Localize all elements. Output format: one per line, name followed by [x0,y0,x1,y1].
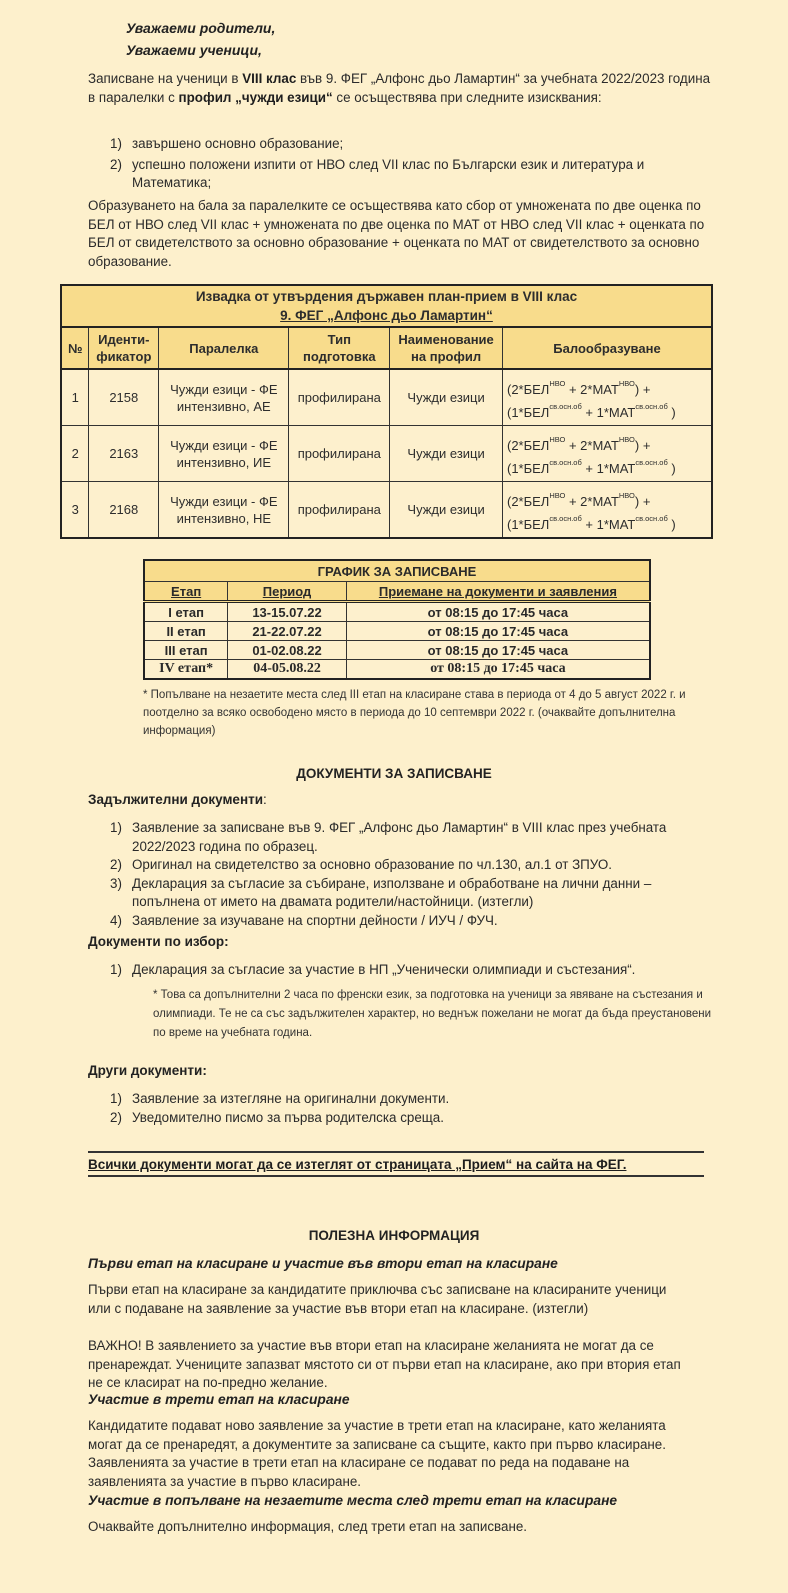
table-row: II етап 21-22.07.22 от 08:15 до 17:45 часа [144,622,650,641]
intro-profile-bold: профил „чужди езици“ [178,89,333,105]
vacant-places-paragraph: Очаквайте допълнително информация, след трети етап на записване. [88,1519,528,1534]
enrollment-schedule-table [143,559,651,680]
score-formula: $(2*БЕЛ^{НВО} + 2*МАТ^{НВО})$ + ($1*БЕЛ^{св.осн.об} + 1*МАТ^{св.осн.об}$ ) [502,369,712,426]
col-header-score: Балообразуване [502,327,712,369]
score-formula: $(2*БЕЛ^{НВО} + 2*МАТ^{НВО})$ + ($1*БЕЛ^{св.осн.об} + 1*МАТ^{св.осн.об}$ ) [502,482,712,539]
intro-class-bold: VIII клас [242,71,297,86]
table-row: 2 2163 Чужди езици - ФЕ интензивно, ИЕ профилирана Чужди езици $(2*БЕЛ^{НВО} + 2*МАТ^{НВО})$ + ($1*БЕЛ^{св.осн.об} + 1*МАТ^{св.осн.об}$ ) [61,426,712,482]
list-item: 2) Уведомително писмо за първа родителска среща. [110,1109,444,1125]
section-heading-first-stage: Първи етап на класиране и участие във втори етап на класиране [88,1256,558,1271]
list-item: 2) Оригинал на свидетелство за основно образование по чл.130, ал.1 от ЗПУО. [110,857,613,872]
optional-documents-heading: Документи по избор: [88,934,229,949]
section-heading-third-stage: Участие в трети етап на класиране [88,1392,350,1407]
col-header-no: № [61,327,89,369]
documents-title: ДОКУМЕНТИ ЗА ЗАПИСВАНЕ [296,766,492,781]
schedule-title: ГРАФИК ЗА ЗАПИСВАНЕ [144,560,650,582]
other-documents-list [110,1090,720,1127]
list-item: 1) завършено основно образование; [110,136,344,151]
list-item: 2) успешно положени изпити от НВО след VII клас по Български език и литература и Математика; [110,156,645,190]
optional-documents-list [110,961,730,980]
col-header-hours: Приемане на документи и заявления [346,582,650,602]
col-header-class: Паралелка [159,327,289,369]
table-row: 3 2168 Чужди езици - ФЕ интензивно, НЕ профилирана Чужди езици $(2*БЕЛ^{НВО} + 2*МАТ^{НВО})$ + ($1*БЕЛ^{св.осн.об} + 1*МАТ^{св.осн.об}$ ) [61,482,712,539]
mandatory-documents-heading: Задължителни документи: [88,792,267,807]
list-item: 1) Декларация за съгласие за участие в НП „Ученически олимпиади и състезания“. [110,962,636,977]
score-formation-paragraph: Образуването на бала за паралелките се осъществява като сбор от умножената по две оценка по БЕЛ от НВО след VII клас + умножената по две оценка по МАТ от НВО след VII клас + оценката по БЕЛ от свидетелството за основно образование + оценката по МАТ от свидетелството за основно образование. [88,198,705,269]
table-row: 1 2158 Чужди езици - ФЕ интензивно, АЕ профилирана Чужди езици $(2*БЕЛ^{НВО} + 2*МАТ^{НВО})$ + ($1*БЕЛ^{св.осн.об} + 1*МАТ^{св.осн.об}$ ) [61,369,712,426]
first-stage-paragraph: Първи етап на класиране за кандидатите приключва със записване на класираните ученици или с подаване на заявление за участие във втори етап на класиране. (изтегли) [88,1282,667,1316]
col-header-stage: Етап [144,582,228,602]
intro-paragraph: Записване на ученици в VIII клас във 9. ФЕГ „Алфонс дьо Ламартин“ за учебната 2022/2023 година в паралелки с профил „чужди езици“ се осъществява при следните изисквания: [88,71,711,105]
useful-info-title: ПОЛЕЗНА ИНФОРМАЦИЯ [308,1228,480,1243]
greeting-parents: Уважаеми родители, [126,20,276,36]
table-row: IV етап* 04-05.08.22 от 08:15 до 17:45 часа [144,660,650,680]
col-header-period: Период [228,582,347,602]
mandatory-documents-list [110,819,710,930]
download-documents-banner: Всички документи могат да се изтеглят от страницата „Прием“ на сайта на ФЕГ. [88,1151,704,1177]
table-row: III етап 01-02.08.22 от 08:15 до 17:45 часа [144,641,650,660]
list-item: 3) Декларация за съгласие за събиране, използване и обработване на лични данни – попълнена от името на двамата родители/настойници. (изтегли) [110,875,652,909]
table-row: I етап 13-15.07.22 от 08:15 до 17:45 часа [144,602,650,622]
greeting-students: Уважаеми ученици, [126,42,262,58]
list-item: 4) Заявление за изучаване на спортни дейности / ИУЧ / ФУЧ. [110,912,498,928]
important-paragraph: ВАЖНО! В заявлението за участие във втори етап на класиране желанията не могат да се пренареждат. Учениците запазват мястото си от първи етап на класиране, ако при втория етап не се класират на по-предно желание. [88,1338,681,1390]
col-header-type: Тип подготовка [289,327,390,369]
score-formula: $(2*БЕЛ^{НВО} + 2*МАТ^{НВО})$ + ($1*БЕЛ^{св.осн.об} + 1*МАТ^{св.осн.об}$ ) [502,426,712,482]
plan-admission-table [60,284,713,539]
third-stage-paragraph: Кандидатите подават ново заявление за участие в трети етап на класиране, като желанията могат да се пренаредят, а документите за записване са същите, както при първо класиране. Заявленията за участие в трети етап на класиране се подават по реда на подаване на заявленията за участие в първо класиране. [88,1418,666,1489]
optional-documents-note: * Това са допълнителни 2 часа по френски език, за подготовка на ученици за явяване на състезания и олимпиади. Те не са със задължителен характер, но веднъж пожелани не могат да бъда преустановени по време на учебната година. [153,989,712,1039]
plan-table-title: Извадка от утвърдения държавен план-прием в VIII клас 9. ФЕГ „Алфонс дьо Ламартин“ [61,285,712,327]
schedule-footnote: * Попълване на незаетите места след III етап на класиране става в периода от 4 до 5 август 2022 г. и поотделно за всяко освободено място в периода до 10 септември 2022 г. (очаквайте допълнителна информация) [143,689,686,737]
list-item: 1) Заявление за записване във 9. ФЕГ „Алфонс дьо Ламартин“ в VIII клас през учебната 2022/2023 година по образец. [110,820,667,854]
col-header-identifier: Иденти- фикатор [89,327,159,369]
section-heading-vacant-places: Участие в попълване на незаетите места след трети етап на класиране [88,1493,618,1508]
col-header-profile: Наименование на профил [390,327,503,369]
requirements-list [110,135,720,193]
list-item: 1) Заявление за изтегляне на оригинални документи. [110,1091,450,1106]
other-documents-heading: Други документи: [88,1063,207,1078]
